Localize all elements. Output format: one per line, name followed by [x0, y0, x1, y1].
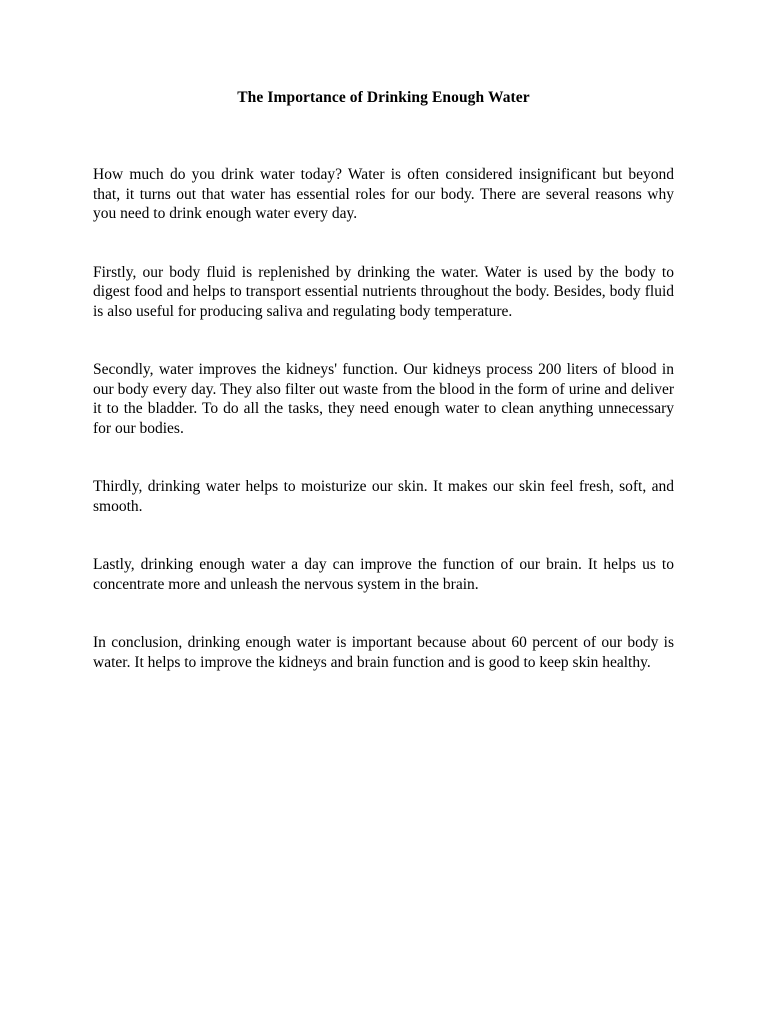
paragraph-thirdly: Thirdly, drinking water helps to moisturize our skin. It makes our skin feel fresh, soft, and smooth. — [93, 478, 674, 515]
document-title: The Importance of Drinking Enough Water — [237, 89, 530, 106]
paragraph-secondly: Secondly, water improves the kidneys' function. Our kidneys process 200 liters of blood in our body every day. They also filter out waste from the blood in the form of urine and deliver it to the bladder. To do all the tasks, they need enough water to clean anything unnecessary for our bodies. — [93, 361, 674, 437]
paragraph-conclusion: In conclusion, drinking enough water is important because about 60 percent of our body is water. It helps to improve the kidneys and brain function and is good to keep skin healthy. — [93, 634, 674, 671]
paragraph-lastly: Lastly, drinking enough water a day can improve the function of our brain. It helps us to concentrate more and unleash the nervous system in the brain. — [93, 556, 674, 593]
document-page — [93, 88, 674, 672]
paragraph-intro: How much do you drink water today? Water is often considered insignificant but beyond that, it turns out that water has essential roles for our body. There are several reasons why you need to drink enough water every day. — [93, 166, 674, 222]
paragraph-firstly: Firstly, our body fluid is replenished by drinking the water. Water is used by the body to digest food and helps to transport essential nutrients throughout the body. Besides, body fluid is also useful for producing saliva and regulating body temperature. — [93, 263, 674, 320]
